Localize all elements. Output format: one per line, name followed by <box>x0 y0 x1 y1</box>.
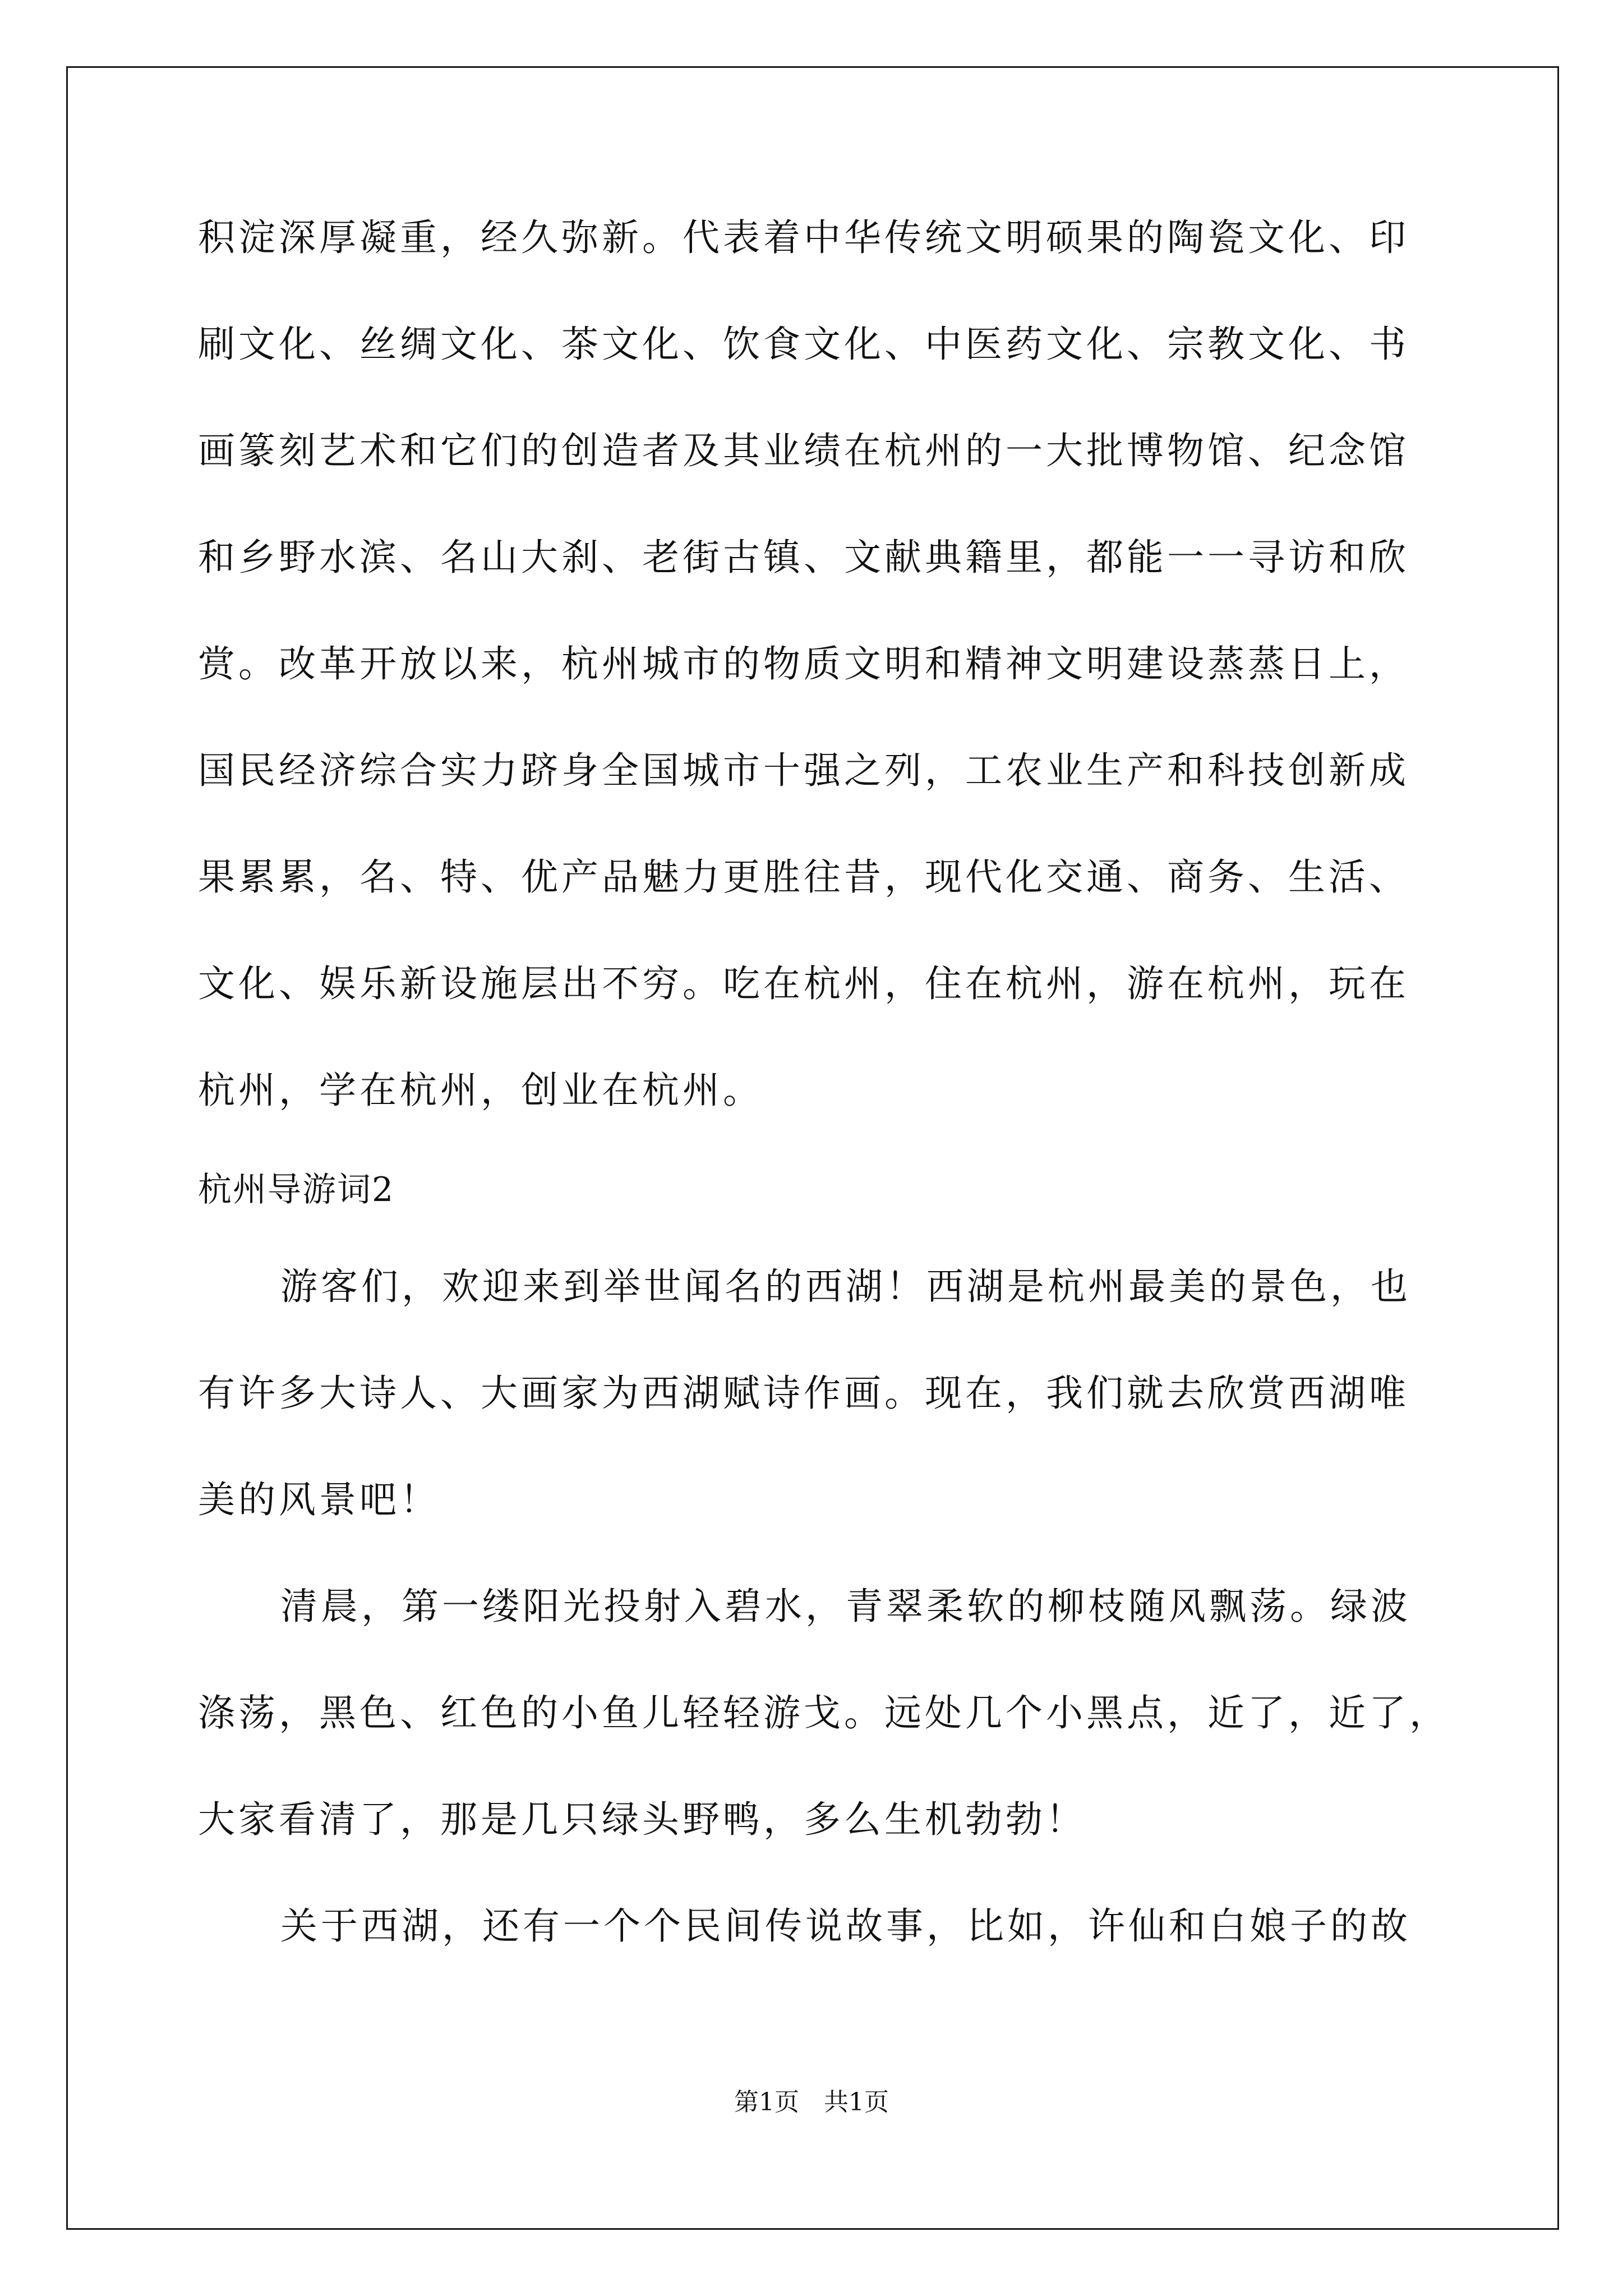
text-line: 刷文化、丝绸文化、茶文化、饮食文化、中医药文化、宗教文化、书 <box>198 323 1409 366</box>
page-footer <box>0 2087 1623 2118</box>
text-line: 文化、娱乐新设施层出不穷。吃在杭州，住在杭州，游在杭州，玩在 <box>198 962 1409 1005</box>
text-line: 清晨，第一缕阳光投射入碧水，青翠柔软的柳枝随风飘荡。绿波 <box>280 1585 1411 1628</box>
text-line: 大家看清了，那是几只绿头野鸭，多么生机勃勃！ <box>198 1798 1086 1841</box>
text-line: 美的风景吧！ <box>198 1478 440 1521</box>
text-line: 积淀深厚凝重，经久弥新。代表着中华传统文明硕果的陶瓷文化、印 <box>198 216 1409 259</box>
text-line: 和乡野水滨、名山大刹、老街古镇、文献典籍里，都能一一寻访和欣 <box>198 536 1409 579</box>
text-line: 国民经济综合实力跻身全国城市十强之列，工农业生产和科技创新成 <box>198 749 1409 792</box>
text-line: 有许多大诗人、大画家为西湖赋诗作画。现在，我们就去欣赏西湖唯 <box>198 1372 1409 1415</box>
text-line: 游客们，欢迎来到举世闻名的西湖！西湖是杭州最美的景色，也 <box>280 1265 1411 1308</box>
text-line: 杭州，学在杭州，创业在杭州。 <box>198 1069 763 1112</box>
text-line: 赏。改革开放以来，杭州城市的物质文明和精神文明建设蒸蒸日上， <box>198 642 1409 685</box>
text-line: 涤荡，黑色、红色的小鱼儿轻轻游戈。远处几个小黑点，近了，近了， <box>198 1691 1450 1734</box>
text-line: 画篆刻艺术和它们的创造者及其业绩在杭州的一大批博物馆、纪念馆 <box>198 429 1409 472</box>
text-line: 果累累，名、特、优产品魅力更胜往昔，现代化交通、商务、生活、 <box>198 855 1409 899</box>
text-line: 关于西湖，还有一个个民间传说故事，比如，许仙和白娘子的故 <box>280 1904 1411 1948</box>
page-total: 共1页 <box>824 2088 889 2116</box>
section-title: 杭州导游词2 <box>198 1170 395 1209</box>
page-number: 第1页 <box>734 2088 799 2116</box>
